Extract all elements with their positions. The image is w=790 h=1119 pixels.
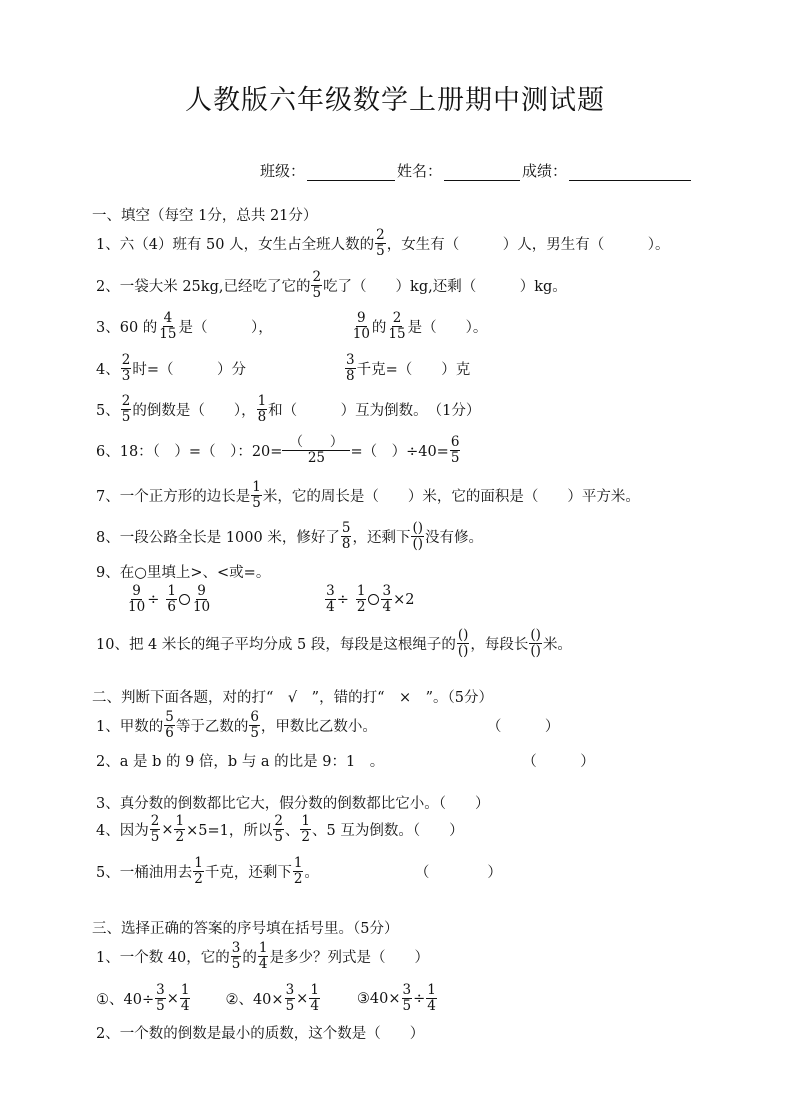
question-1-10 [96,628,572,659]
denominator: 15 [159,326,177,342]
student-info [260,160,693,181]
denominator: 5 [121,409,131,425]
numerator: 5 [341,520,351,536]
q-text: 、5 互为倒数。（ ） [312,823,464,839]
denominator: 2 [194,871,203,887]
question-1-9-row [126,584,414,615]
denominator: 5 [252,495,261,511]
q-text: 1、甲数的 [96,719,164,735]
numerator: 3 [402,982,412,998]
fraction [158,311,177,342]
numerator: 3 [326,583,335,599]
question-3-1 [96,941,429,972]
question-1-3 [96,311,487,342]
q-text: 吃了（ ）kg,还剩（ ）kg。 [323,279,567,295]
fraction [375,228,386,259]
fraction [166,584,177,615]
q-text: 的 [242,950,257,966]
q-text: ①、40÷ [96,992,155,1008]
fraction [426,983,437,1014]
denominator: 4 [310,998,319,1014]
fraction [174,814,185,845]
q-text: 1、一个数 40，它的 [96,950,230,966]
q-text: 8、一段公路全长是 1000 米，修好了 [96,530,340,546]
operator: ÷ [336,591,349,608]
q-text: 的 [371,320,387,336]
numerator: 1 [252,479,261,495]
denominator: 2 [356,599,366,615]
numerator: 9 [357,310,366,326]
fraction [121,353,132,384]
fraction [249,710,260,741]
denominator: 6 [165,725,174,741]
class-label: 班级： [260,162,306,180]
numerator: 1 [180,982,190,998]
q-text: 千克=（ ）克 [356,362,471,378]
fraction [155,983,166,1014]
denominator: 5 [450,450,460,466]
q-text: 5、 [96,403,120,419]
q-text: =（ ）÷40= [350,444,449,460]
denominator: 4 [427,998,436,1014]
option-3[interactable] [357,983,438,1014]
fraction [341,521,352,552]
denominator: 4 [326,599,335,615]
q-text: 5、一桶油用去 [96,865,193,881]
q-text: ×2 [393,591,415,608]
fraction [193,856,204,887]
denominator: 8 [341,536,351,552]
q-text: 7、一个正方形的边长是 [96,489,251,505]
fraction [150,814,161,845]
q-text: 10、把 4 米长的绳子平均分成 5 段，每段是这根绳子的 [96,637,456,653]
numerator: 2 [392,310,402,326]
fraction [450,435,461,466]
numerator: 2 [121,393,131,409]
numerator: 2 [312,269,322,285]
q-text: ，甲数比乙数小。 [260,719,377,735]
q-text: 2、a 是 b 的 9 倍，b 与 a 的比是 9：1 。 [96,754,385,770]
fraction [251,480,262,511]
operator: ÷ [147,591,160,608]
fraction [345,353,356,384]
q-text: 6、18：（ ）=（ ）：20= [96,444,283,460]
denominator: () [412,536,423,552]
question-1-8 [96,521,483,552]
q-text: ，女生有（ ）人，男生有（ ）。 [386,237,670,253]
q-text: 是多少？列式是（ ） [269,950,429,966]
fraction [402,983,413,1014]
class-blank[interactable] [307,164,395,181]
numerator: 3 [345,352,355,368]
q-text: × [296,990,309,1007]
q-text: ，每段长 [470,637,529,653]
numerator: 2 [150,813,160,829]
q-text: ③40× [356,990,401,1007]
numerator: 9 [197,583,206,599]
numerator: 1 [427,982,436,998]
q-text: 和（ ）互为倒数。 （1分） [268,403,481,419]
q-text: 千克，还剩下 [204,865,292,881]
denominator: () [530,643,541,659]
numerator: （ ） [282,435,350,451]
fraction [325,584,336,615]
numerator: 1 [293,855,303,871]
denominator: 6 [167,599,176,615]
question-1-5 [96,394,480,425]
denominator: 5 [285,998,295,1014]
q-text: × [161,821,174,838]
denominator: 15 [388,326,406,342]
question-1-6 [96,435,461,466]
fraction [231,941,242,972]
answer-bracket[interactable]: （ ） [486,719,560,735]
denominator: 25 [307,450,326,466]
q-text: 的倒数是（ ）， [132,403,256,419]
fraction [192,584,211,615]
denominator: 3 [121,368,131,384]
q-text: 4、因为 [96,823,149,839]
numerator: 1 [167,583,176,599]
score-blank[interactable] [569,164,691,181]
option-1[interactable] [96,983,191,1014]
question-2-4 [96,814,464,845]
fraction-blank[interactable] [529,628,542,659]
denominator: 2 [175,829,185,845]
q-text: 是（ ）， [178,320,273,336]
name-label: 姓名： [397,162,443,180]
fraction [180,983,191,1014]
numerator: 5 [165,709,174,725]
denominator: 2 [301,829,311,845]
fraction [309,983,320,1014]
fraction [273,814,284,845]
numerator: 3 [382,583,392,599]
fraction [387,311,406,342]
q-text: 米。 [542,637,572,653]
numerator: 1 [257,393,267,409]
denominator: 5 [376,243,385,259]
numerator: () [412,520,423,536]
numerator: 6 [450,434,460,450]
q-text: 等于乙数的 [175,719,249,735]
numerator: 2 [376,227,385,243]
denominator: 5 [274,829,283,845]
fraction [356,584,367,615]
denominator: 8 [345,368,355,384]
question-3-1-options [96,983,438,1014]
question-2-1 [96,710,559,741]
q-text: 、 [284,823,300,839]
numerator: 1 [175,813,185,829]
section-2-heading: 二、判断下面各题，对的打“ √ ”，错的打“ × ”。（5分） [92,690,494,706]
answer-bracket[interactable]: （ ） [414,865,502,881]
fraction-blank[interactable] [457,628,470,659]
numerator: 6 [250,709,259,725]
question-2-5 [96,856,502,887]
fraction [285,983,296,1014]
numerator: 9 [132,583,141,599]
fraction [283,435,349,466]
q-text: 1、六（4）班有 50 人，女生占全班人数的 [96,237,375,253]
compare-circle[interactable] [368,594,379,605]
denominator: 10 [352,326,370,342]
q-text: × [166,990,179,1007]
answer-bracket[interactable]: （ ） [522,754,595,770]
fraction [381,584,392,615]
numerator: 1 [258,940,268,956]
denominator: 5 [250,725,259,741]
numerator: 2 [121,352,131,368]
q-text: 4、 [96,362,120,378]
score-label: 成绩： [522,162,568,180]
compare-circle[interactable] [179,594,190,605]
numerator: 4 [163,310,173,326]
q-text: ÷ [413,990,426,1007]
section-3-heading: 三、选择正确的答案的序号填在括号里。（5分） [92,921,399,937]
question-1-2 [96,270,567,301]
question-1-7 [96,480,640,511]
fraction [164,710,175,741]
question-1-4 [96,353,470,384]
question-2-2 [96,750,595,771]
fraction [121,394,132,425]
section-1-heading: 一、填空（每空 1分，总共 21分） [92,208,318,224]
fraction [257,394,268,425]
denominator: 8 [257,409,267,425]
numerator: 1 [356,583,366,599]
fraction [352,311,371,342]
q-text: ×5=1，所以 [186,823,273,839]
numerator: () [457,627,469,643]
numerator: 1 [301,813,311,829]
fraction [293,856,304,887]
fraction [311,270,322,301]
q-text: 是（ ）。 [407,320,488,336]
option-2[interactable] [225,983,320,1014]
denominator: 10 [128,599,146,615]
denominator: 10 [192,599,211,615]
numerator: 1 [194,855,203,871]
q-text: ，还剩下 [352,530,411,546]
numerator: 2 [274,813,283,829]
denominator: 4 [382,599,392,615]
question-1-9: 9、在○里填上>、<或=。 [96,565,271,581]
question-3-2: 2、一个数的倒数是最小的质数，这个数是（ ） [96,1026,425,1042]
fraction [300,814,311,845]
numerator: 3 [231,940,241,956]
numerator: () [530,627,541,643]
fraction [258,941,269,972]
numerator: 1 [310,982,319,998]
q-text: 3、60 的 [96,320,158,336]
denominator: () [457,643,469,659]
fraction-blank[interactable] [411,521,424,552]
q-text: 米，它的周长是（ ）米，它的面积是（ ）平方米。 [262,489,640,505]
q-text: 没有修。 [425,530,483,546]
q-text: 2、一袋大米 25kg,已经吃了它的 [96,279,311,295]
denominator: 4 [258,956,268,972]
denominator: 2 [293,871,303,887]
denominator: 4 [180,998,190,1014]
page-title: 人教版六年级数学上册期中测试题 [185,85,605,116]
q-text: 时=（ ）分 [132,362,246,378]
denominator: 5 [156,998,165,1014]
name-blank[interactable] [444,164,520,181]
denominator: 5 [231,956,241,972]
numerator: 3 [156,982,165,998]
denominator: 5 [150,829,160,845]
question-2-3: 3、真分数的倒数都比它大，假分数的倒数都比它小。（ ） [96,796,490,812]
q-text: ②、40× [225,992,284,1008]
denominator: 5 [402,998,412,1014]
fraction [127,584,146,615]
numerator: 3 [285,982,295,998]
denominator: 5 [312,285,322,301]
question-1-1 [96,228,669,259]
q-text: 。 [304,865,319,881]
